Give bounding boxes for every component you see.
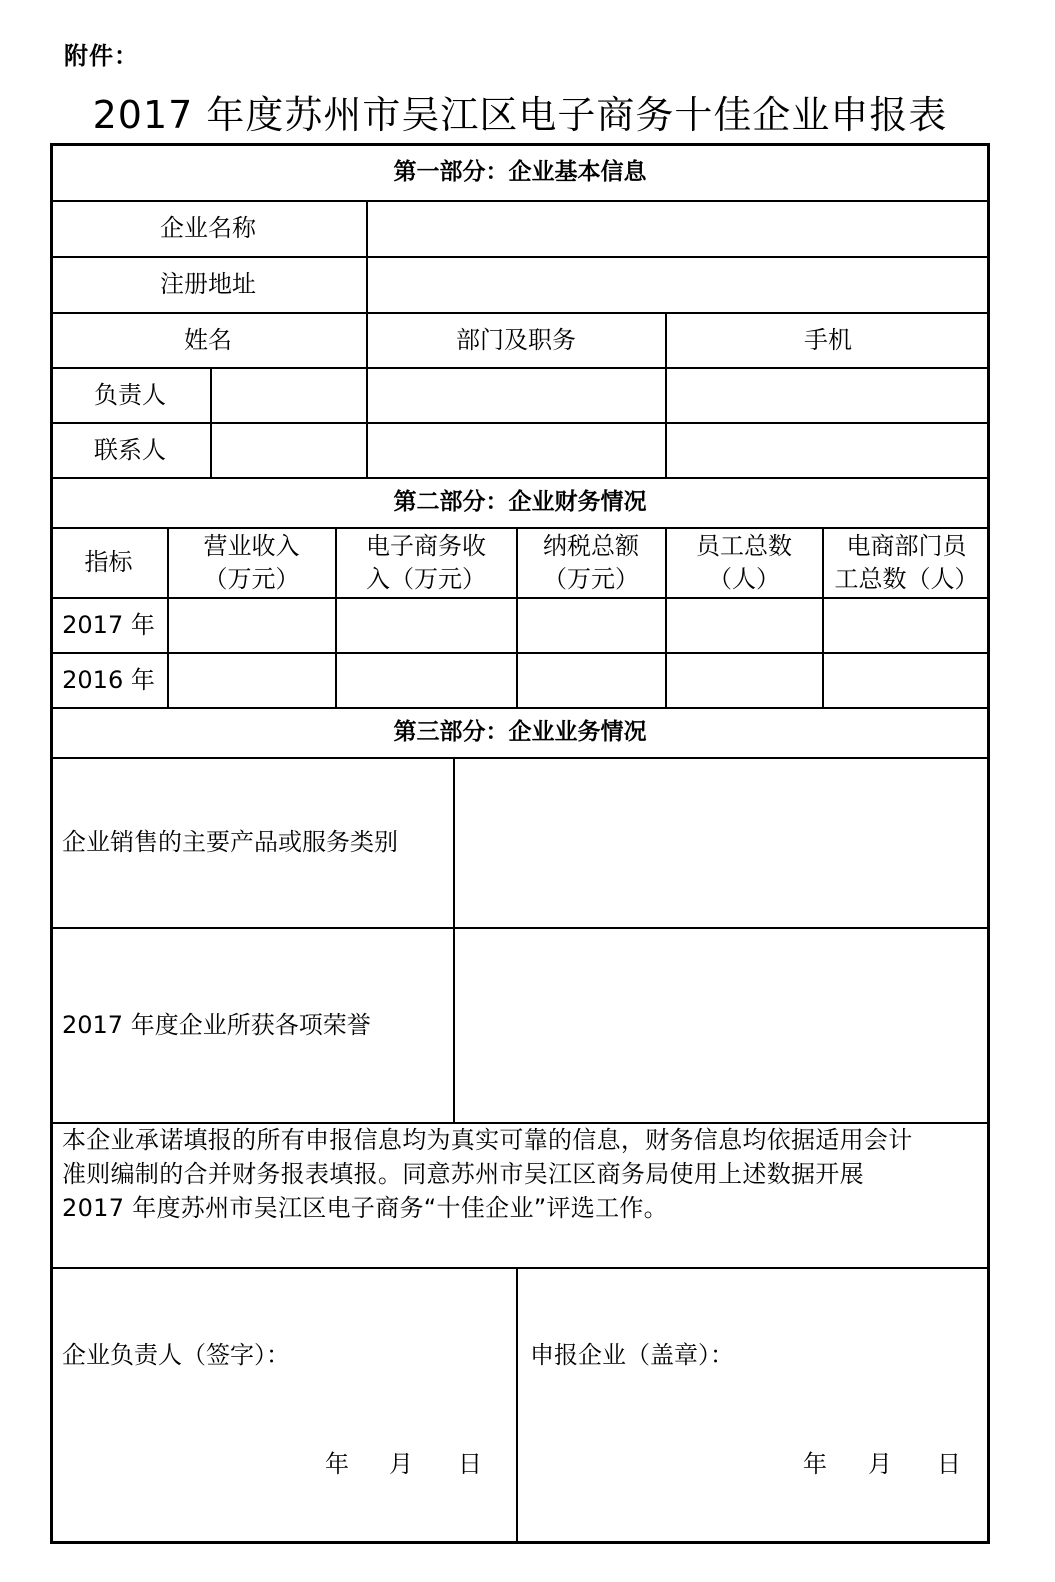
finance-cell[interactable] xyxy=(168,598,335,652)
company-name-label: 企业名称 xyxy=(160,214,256,242)
honors-field[interactable] xyxy=(465,928,980,1122)
part3-header: 第三部分：企业业务情况 xyxy=(393,719,647,745)
address-field[interactable] xyxy=(378,257,978,312)
honors-label: 2017 年度企业所获各项荣誉 xyxy=(62,1010,371,1039)
finance-col-header: 员工总数 （人） xyxy=(696,531,792,593)
products-label: 企业销售的主要产品或服务类别 xyxy=(62,828,398,856)
finance-col-header: 营业收入 （万元） xyxy=(203,531,300,593)
row-divider xyxy=(50,1267,990,1269)
finance-cell[interactable] xyxy=(336,653,516,707)
declaration-text xyxy=(62,1123,984,1225)
company-seal-label: 申报企业（盖章）： xyxy=(530,1340,734,1369)
leader-sign-day: 日 xyxy=(458,1450,482,1478)
contact-name-field[interactable] xyxy=(211,423,366,477)
part1-header: 第一部分：企业基本信息 xyxy=(393,159,647,185)
col-header-name: 姓名 xyxy=(184,325,232,354)
leader-dept-field[interactable] xyxy=(367,368,665,422)
finance-cell[interactable] xyxy=(168,653,335,707)
finance-cell[interactable] xyxy=(666,653,822,707)
role-label: 负责人 xyxy=(94,380,166,409)
finance-col-header: 指标 xyxy=(84,548,133,576)
leader-sign-month: 月 xyxy=(389,1450,413,1478)
company-name-field[interactable] xyxy=(378,201,978,256)
finance-row-label: 2017 年 xyxy=(62,610,155,639)
address-label: 注册地址 xyxy=(160,270,256,298)
finance-cell[interactable] xyxy=(517,653,665,707)
declaration-line: 准则编制的合并财务报表填报。同意苏州市吴江区商务局使用上述数据开展 xyxy=(62,1160,864,1188)
attachment-label: 附件： xyxy=(64,42,139,70)
finance-col-header: 电子商务收 入（万元） xyxy=(366,531,486,593)
col-divider xyxy=(453,757,455,1122)
document-title: 2017 年度苏州市吴江区电子商务十佳企业申报表 xyxy=(92,93,948,137)
declaration-line: 2017 年度苏州市吴江区电子商务“十佳企业”评选工作。 xyxy=(62,1194,668,1222)
leader-name-field[interactable] xyxy=(211,368,366,422)
col-divider xyxy=(516,1267,518,1544)
finance-cell[interactable] xyxy=(666,598,822,652)
seal-month: 月 xyxy=(868,1450,892,1478)
contact-phone-field[interactable] xyxy=(666,423,990,477)
contact-dept-field[interactable] xyxy=(367,423,665,477)
role-label: 联系人 xyxy=(94,435,166,464)
finance-cell[interactable] xyxy=(336,598,516,652)
seal-year: 年 xyxy=(803,1450,827,1478)
finance-cell[interactable] xyxy=(517,598,665,652)
finance-cell[interactable] xyxy=(823,598,990,652)
finance-col-header: 纳税总额 （万元） xyxy=(543,531,639,593)
products-field[interactable] xyxy=(465,758,980,927)
finance-row-label: 2016 年 xyxy=(62,665,155,694)
declaration-line: 本企业承诺填报的所有申报信息均为真实可靠的信息，财务信息均依据适用会计 xyxy=(62,1126,913,1154)
leader-signature-label: 企业负责人（签字）： xyxy=(62,1340,290,1369)
part2-header: 第二部分：企业财务情况 xyxy=(393,489,647,515)
leader-phone-field[interactable] xyxy=(666,368,990,422)
seal-day: 日 xyxy=(937,1450,961,1478)
col-header-phone: 手机 xyxy=(804,325,852,354)
col-header-dept: 部门及职务 xyxy=(456,325,576,354)
finance-col-header: 电商部门员 工总数（人） xyxy=(834,531,979,593)
leader-sign-year: 年 xyxy=(325,1450,349,1478)
finance-cell[interactable] xyxy=(823,653,990,707)
